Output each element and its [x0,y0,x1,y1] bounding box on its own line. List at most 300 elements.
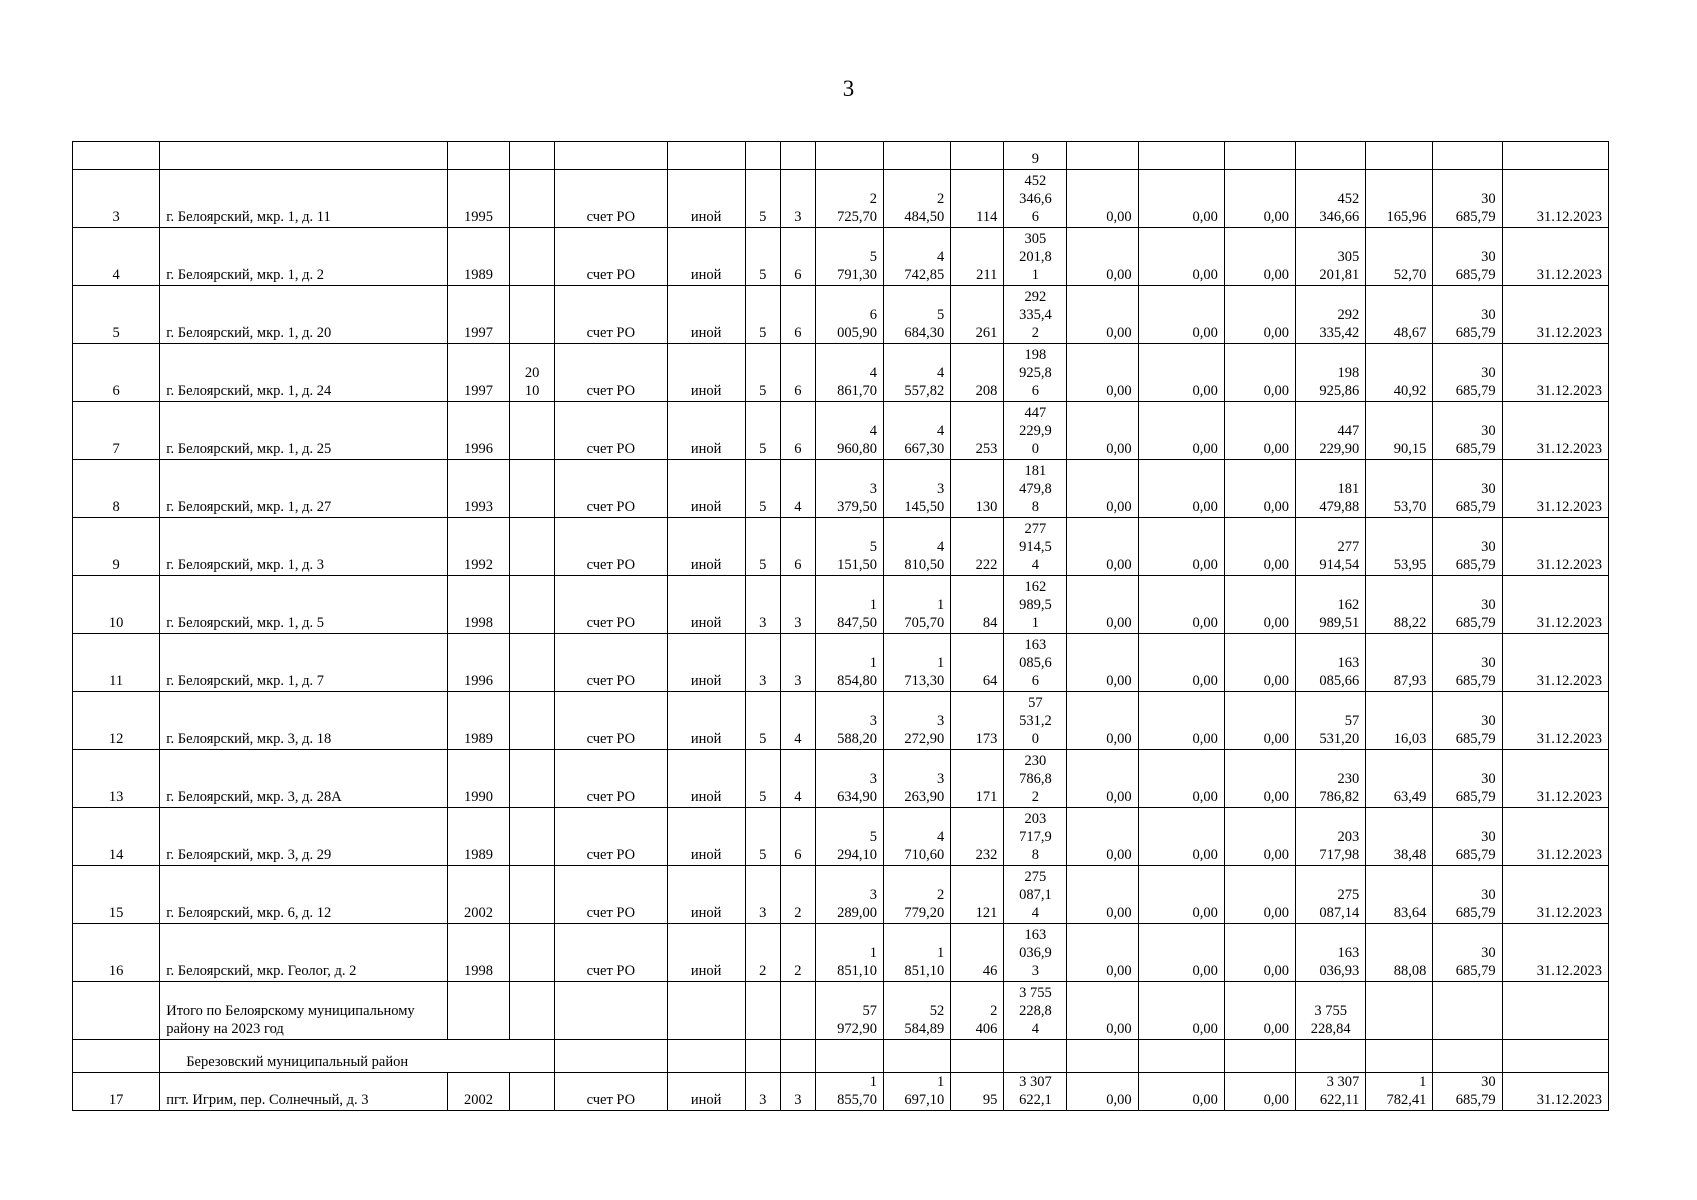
table-row [73,866,1609,924]
cell-zero-1: 0,00 [1067,982,1138,1040]
cell-area-living: 2 484,50 [884,170,951,228]
cell-empty [1502,982,1608,1040]
cell-zero-3: 0,00 [1224,228,1295,286]
cell-account: счет РО [555,460,667,518]
cell-account: счет РО [555,1073,667,1111]
cell-entrances: 3 [780,170,815,228]
cell-zero-3: 0,00 [1224,750,1295,808]
cell-limit: 30 685,79 [1433,924,1502,982]
cell-cost-2: 230 786,82 [1296,750,1366,808]
cell-entrances: 4 [780,692,815,750]
cell-date: 31.12.2023 [1502,518,1608,576]
cell-zero-3: 0,00 [1224,1073,1295,1111]
cell-address: г. Белоярский, мкр. 6, д. 12 [160,866,448,924]
cell-type: иной [667,460,745,518]
cell-year: 1990 [447,750,509,808]
cell-year-2 [510,750,555,808]
cell-account: счет РО [555,402,667,460]
cell-account: счет РО [555,634,667,692]
cell-number: 8 [73,460,160,518]
cell-type: иной [667,750,745,808]
cell-residents: 95 [951,1073,1004,1111]
cell-entrances: 2 [780,866,815,924]
cell-year: 1992 [447,518,509,576]
cell-cost-2: 203 717,98 [1296,808,1366,866]
cell-zero-2: 0,00 [1138,228,1224,286]
cell-type: иной [667,344,745,402]
cell-type: иной [667,634,745,692]
cell-cost-2: 163 085,66 [1296,634,1366,692]
cell-zero-2: 0,00 [1138,170,1224,228]
cell-area-total: 6 005,90 [815,286,883,344]
cell-limit: 30 685,79 [1433,460,1502,518]
table-row [73,344,1609,402]
cell-floors: 3 [745,576,780,634]
cell-zero-1: 0,00 [1067,924,1138,982]
cell-account: счет РО [555,286,667,344]
table-row [73,228,1609,286]
cell-empty [1004,1040,1067,1073]
cell-address: г. Белоярский, мкр. 1, д. 11 [160,170,448,228]
cell-zero-3: 0,00 [1224,170,1295,228]
cell-unit-cost: 38,48 [1366,808,1433,866]
cell-address: г. Белоярский, мкр. 1, д. 3 [160,518,448,576]
cell-cost: 181 479,8 8 [1004,460,1067,518]
cell-entrances: 6 [780,344,815,402]
cell-zero-1: 0,00 [1067,576,1138,634]
cell-limit: 30 685,79 [1433,286,1502,344]
cell-cost-2: 452 346,66 [1296,170,1366,228]
cell-account: счет РО [555,576,667,634]
cell-area-living: 4 742,85 [884,228,951,286]
cell-area-living: 5 684,30 [884,286,951,344]
cell-empty [1366,982,1433,1040]
section-label: Березовский муниципальный район [160,1040,555,1073]
cell-area-living: 1 851,10 [884,924,951,982]
cell-type: иной [667,518,745,576]
cell-zero-2: 0,00 [1138,518,1224,576]
cell-number: 15 [73,866,160,924]
cell-account: счет РО [555,692,667,750]
cell-date: 31.12.2023 [1502,286,1608,344]
cell-entrances: 6 [780,518,815,576]
table-row [73,1073,1609,1111]
cell-cost: 447 229,9 0 [1004,402,1067,460]
cell-cost: 163 085,6 6 [1004,634,1067,692]
cell-zero-1: 0,00 [1067,866,1138,924]
table-row [73,576,1609,634]
cell-unit-cost: 83,64 [1366,866,1433,924]
cell-zero-2: 0,00 [1138,750,1224,808]
cell-type: иной [667,808,745,866]
cell-residents: 121 [951,866,1004,924]
total-label: Итого по Белоярскому муниципальному району на 2023 год [160,982,448,1040]
cell-cost-2: 275 087,14 [1296,866,1366,924]
cell-empty [1067,1040,1138,1073]
cell-area-total: 1 854,80 [815,634,883,692]
table-row [73,286,1609,344]
cell-area-living: 52 584,89 [884,982,951,1040]
cell-date: 31.12.2023 [1502,228,1608,286]
cell-entrances: 6 [780,286,815,344]
table-row [73,460,1609,518]
cell-year: 1996 [447,634,509,692]
cell-cost: 163 036,9 3 [1004,924,1067,982]
cell-cost: 57 531,2 0 [1004,692,1067,750]
cell-entrances: 6 [780,402,815,460]
cell-number: 12 [73,692,160,750]
cell-account: счет РО [555,750,667,808]
cell-number: 3 [73,170,160,228]
total-row [73,982,1609,1040]
cell-empty [951,1040,1004,1073]
cell-address: г. Белоярский, мкр. 1, д. 20 [160,286,448,344]
cell-address: г. Белоярский, мкр. 1, д. 27 [160,460,448,518]
cell-type: иной [667,576,745,634]
cell-number: 16 [73,924,160,982]
cell-date: 31.12.2023 [1502,750,1608,808]
cell-zero-2: 0,00 [1138,576,1224,634]
cell-number: 9 [73,518,160,576]
cell-zero-1: 0,00 [1067,402,1138,460]
cell-type: иной [667,1073,745,1111]
cell-area-living: 1 705,70 [884,576,951,634]
cell-residents: 173 [951,692,1004,750]
cell-area-total: 4 960,80 [815,402,883,460]
cell-residents: 84 [951,576,1004,634]
cell-zero-3: 0,00 [1224,634,1295,692]
cell-cost-2: 57 531,20 [1296,692,1366,750]
cell-date: 31.12.2023 [1502,808,1608,866]
cell-residents: 2 406 [951,982,1004,1040]
cell-unit-cost: 90,15 [1366,402,1433,460]
cell-floors: 5 [745,402,780,460]
cell-residents: 222 [951,518,1004,576]
cell-year: 1993 [447,460,509,518]
cell-limit: 30 685,79 [1433,518,1502,576]
cell-zero-3: 0,00 [1224,344,1295,402]
cell-zero-3: 0,00 [1224,518,1295,576]
cell-empty [1502,1040,1608,1073]
cell-zero-2: 0,00 [1138,924,1224,982]
cell-year: 1998 [447,576,509,634]
cell-type: иной [667,228,745,286]
cell-year: 1989 [447,692,509,750]
cell-year: 2002 [447,1073,509,1111]
cell-account: счет РО [555,924,667,982]
cell-entrances: 2 [780,924,815,982]
cell-area-living: 4 667,30 [884,402,951,460]
cell-date: 31.12.2023 [1502,402,1608,460]
cell-residents: 64 [951,634,1004,692]
cell-year: 1989 [447,228,509,286]
cell-cost: 275 087,1 4 [1004,866,1067,924]
cell-empty [780,982,815,1040]
cell-limit: 30 685,79 [1433,634,1502,692]
cell-entrances: 6 [780,228,815,286]
cell-area-total: 57 972,90 [815,982,883,1040]
cell-date: 31.12.2023 [1502,634,1608,692]
cell-unit-cost: 87,93 [1366,634,1433,692]
cell-cost: 3 307 622,1 [1004,1073,1067,1111]
cell-account: счет РО [555,808,667,866]
cell-date: 31.12.2023 [1502,344,1608,402]
cell-area-living: 2 779,20 [884,866,951,924]
cell-area-living: 3 145,50 [884,460,951,518]
cell-year: 1997 [447,286,509,344]
register-table [72,141,1609,1111]
cell-account: счет РО [555,518,667,576]
cell-zero-2: 0,00 [1138,808,1224,866]
cell-floors: 5 [745,518,780,576]
cell-zero-2: 0,00 [1138,402,1224,460]
cell-empty [1296,1040,1366,1073]
cell-year-2 [510,518,555,576]
cell-date: 31.12.2023 [1502,576,1608,634]
cell-cost: 292 335,4 2 [1004,286,1067,344]
cell-year-2 [510,1073,555,1111]
cell-zero-2: 0,00 [1138,634,1224,692]
header-continuation-row [73,142,1609,170]
cell-year-2 [510,228,555,286]
cell-address: г. Белоярский, мкр. 1, д. 25 [160,402,448,460]
cell-floors: 3 [745,866,780,924]
cell-empty [745,982,780,1040]
cell-residents: 232 [951,808,1004,866]
cell-year-2 [510,170,555,228]
cell-area-living: 1 697,10 [884,1073,951,1111]
cell-area-total: 1 855,70 [815,1073,883,1111]
cell-limit: 30 685,79 [1433,750,1502,808]
cell-entrances: 3 [780,576,815,634]
cell-empty [555,982,667,1040]
cell-zero-3: 0,00 [1224,576,1295,634]
cell-zero-3: 0,00 [1224,692,1295,750]
cell-limit: 30 685,79 [1433,228,1502,286]
cell-account: счет РО [555,228,667,286]
cell-type: иной [667,402,745,460]
cell-year-2 [510,866,555,924]
cell-limit: 30 685,79 [1433,402,1502,460]
cell-date: 31.12.2023 [1502,170,1608,228]
cell-address: г. Белоярский, мкр. 1, д. 24 [160,344,448,402]
cell-unit-cost: 40,92 [1366,344,1433,402]
cell-entrances: 4 [780,460,815,518]
cell-cost-2: 198 925,86 [1296,344,1366,402]
cell-zero-3: 0,00 [1224,982,1295,1040]
cell-zero-2: 0,00 [1138,344,1224,402]
cell-zero-3: 0,00 [1224,460,1295,518]
cell-floors: 5 [745,170,780,228]
cell-zero-2: 0,00 [1138,982,1224,1040]
cell-address: г. Белоярский, мкр. 3, д. 28А [160,750,448,808]
page-number: 3 [842,76,855,101]
table-row [73,750,1609,808]
cell-zero-2: 0,00 [1138,286,1224,344]
cell-empty [510,982,555,1040]
cell-entrances: 3 [780,634,815,692]
cell-zero-3: 0,00 [1224,808,1295,866]
cell-date: 31.12.2023 [1502,924,1608,982]
cell-unit-cost: 53,70 [1366,460,1433,518]
cell-cost-2: 447 229,90 [1296,402,1366,460]
cell-floors: 5 [745,460,780,518]
cell-empty [667,1040,745,1073]
cell-zero-1: 0,00 [1067,170,1138,228]
cell-year: 1989 [447,808,509,866]
cell-cost: 230 786,8 2 [1004,750,1067,808]
table-row [73,518,1609,576]
cell-area-total: 5 294,10 [815,808,883,866]
cell-limit: 30 685,79 [1433,344,1502,402]
cell-floors: 3 [745,1073,780,1111]
cell-year-2 [510,576,555,634]
cell-empty [884,1040,951,1073]
cell-zero-1: 0,00 [1067,750,1138,808]
cell-address: г. Белоярский, мкр. 1, д. 7 [160,634,448,692]
cell-cost: 277 914,5 4 [1004,518,1067,576]
cell-entrances: 3 [780,1073,815,1111]
cell-empty [73,1040,160,1073]
cell-entrances: 6 [780,808,815,866]
cell-cost: 3 755 228,8 4 [1004,982,1067,1040]
cell-type: иной [667,924,745,982]
table-row [73,634,1609,692]
cell-unit-cost: 53,95 [1366,518,1433,576]
cell-cost: 162 989,5 1 [1004,576,1067,634]
cell-empty [1138,1040,1224,1073]
cell-area-total: 3 379,50 [815,460,883,518]
cell-limit: 30 685,79 [1433,808,1502,866]
cell-year-2 [510,460,555,518]
cell-cost: 9 [1004,142,1067,170]
cell-area-total: 1 851,10 [815,924,883,982]
cell-number: 10 [73,576,160,634]
cell-cost: 198 925,8 6 [1004,344,1067,402]
cell-empty [73,982,160,1040]
cell-year: 2002 [447,866,509,924]
cell-zero-2: 0,00 [1138,692,1224,750]
cell-empty [780,1040,815,1073]
cell-number: 6 [73,344,160,402]
cell-year-2 [510,924,555,982]
cell-zero-1: 0,00 [1067,228,1138,286]
table-row [73,808,1609,866]
cell-empty [1366,1040,1433,1073]
cell-zero-3: 0,00 [1224,286,1295,344]
cell-empty [555,1040,667,1073]
cell-residents: 211 [951,228,1004,286]
cell-zero-1: 0,00 [1067,634,1138,692]
cell-cost-2: 3 307 622,11 [1296,1073,1366,1111]
cell-empty [745,1040,780,1073]
cell-year-2 [510,808,555,866]
cell-unit-cost: 48,67 [1366,286,1433,344]
cell-unit-cost: 165,96 [1366,170,1433,228]
cell-residents: 114 [951,170,1004,228]
cell-empty [1433,982,1502,1040]
cell-limit: 30 685,79 [1433,866,1502,924]
cell-limit: 30 685,79 [1433,170,1502,228]
cell-area-living: 4 557,82 [884,344,951,402]
cell-entrances: 4 [780,750,815,808]
cell-date: 31.12.2023 [1502,1073,1608,1111]
cell-area-living: 4 710,60 [884,808,951,866]
cell-year: 1995 [447,170,509,228]
cell-zero-1: 0,00 [1067,692,1138,750]
cell-year-2 [510,692,555,750]
cell-account: счет РО [555,170,667,228]
cell-area-total: 4 861,70 [815,344,883,402]
cell-residents: 261 [951,286,1004,344]
cell-type: иной [667,286,745,344]
cell-area-total: 3 289,00 [815,866,883,924]
cell-address: г. Белоярский, мкр. 1, д. 2 [160,228,448,286]
cell-unit-cost: 63,49 [1366,750,1433,808]
table-row [73,924,1609,982]
cell-zero-1: 0,00 [1067,460,1138,518]
cell-limit: 30 685,79 [1433,692,1502,750]
cell-residents: 208 [951,344,1004,402]
cell-area-living: 4 810,50 [884,518,951,576]
cell-unit-cost: 88,08 [1366,924,1433,982]
cell-year-2 [510,402,555,460]
cell-unit-cost: 16,03 [1366,692,1433,750]
cell-cost-2: 181 479,88 [1296,460,1366,518]
cell-zero-1: 0,00 [1067,1073,1138,1111]
cell-residents: 46 [951,924,1004,982]
cell-zero-1: 0,00 [1067,518,1138,576]
cell-number: 11 [73,634,160,692]
table-row [73,170,1609,228]
cell-year-2: 20 10 [510,344,555,402]
cell-area-total: 5 791,30 [815,228,883,286]
cell-floors: 3 [745,634,780,692]
cell-residents: 130 [951,460,1004,518]
cell-cost-2: 162 989,51 [1296,576,1366,634]
cell-area-total: 3 588,20 [815,692,883,750]
cell-type: иной [667,866,745,924]
cell-residents: 171 [951,750,1004,808]
cell-date: 31.12.2023 [1502,692,1608,750]
cell-type: иной [667,692,745,750]
cell-date: 31.12.2023 [1502,460,1608,518]
cell-area-total: 5 151,50 [815,518,883,576]
cell-cost-2: 292 335,42 [1296,286,1366,344]
cell-floors: 5 [745,692,780,750]
cell-number: 17 [73,1073,160,1111]
cell-zero-1: 0,00 [1067,286,1138,344]
cell-empty [1224,1040,1295,1073]
cell-limit: 30 685,79 [1433,1073,1502,1111]
cell-year: 1996 [447,402,509,460]
cell-year: 1998 [447,924,509,982]
cell-residents: 253 [951,402,1004,460]
cell-zero-1: 0,00 [1067,808,1138,866]
cell-zero-2: 0,00 [1138,1073,1224,1111]
cell-area-total: 2 725,70 [815,170,883,228]
cell-zero-3: 0,00 [1224,866,1295,924]
cell-address: г. Белоярский, мкр. 3, д. 18 [160,692,448,750]
cell-cost: 203 717,9 8 [1004,808,1067,866]
cell-unit-cost: 1 782,41 [1366,1073,1433,1111]
cell-address: г. Белоярский, мкр. 3, д. 29 [160,808,448,866]
cell-address: г. Белоярский, мкр. Геолог, д. 2 [160,924,448,982]
cell-zero-3: 0,00 [1224,402,1295,460]
cell-cost-2: 277 914,54 [1296,518,1366,576]
cell-empty [447,982,509,1040]
cell-empty [667,982,745,1040]
